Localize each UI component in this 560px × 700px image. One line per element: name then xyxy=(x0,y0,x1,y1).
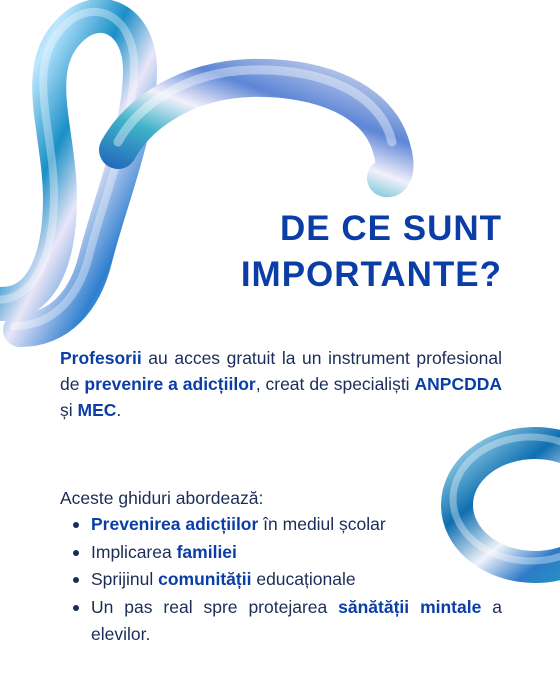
list-item-bold: Prevenirea adicțiilor xyxy=(91,514,259,534)
intro-text-4: . xyxy=(116,400,122,420)
intro-bold-anpcdda: ANPCDDA xyxy=(414,374,502,394)
list-item-text: Implicarea xyxy=(91,541,177,562)
intro-bold-teachers: Profesorii xyxy=(60,348,142,368)
list-item-text: educaționale xyxy=(251,569,356,589)
list-item-bold: sănătății mintale xyxy=(338,596,482,617)
list-item-bold: familiei xyxy=(176,541,237,562)
chrome-tube-arch xyxy=(118,70,394,178)
guides-list xyxy=(60,511,502,649)
title-line-1: DE CE SUNT xyxy=(280,209,502,248)
list-item-text: a elevilor. xyxy=(91,596,502,644)
list-item xyxy=(60,511,502,539)
list-item-text: Sprijinul xyxy=(91,569,159,589)
list-item xyxy=(60,539,502,567)
intro-bold-mec: MEC xyxy=(77,400,117,420)
chrome-tube-left xyxy=(0,12,140,330)
intro-text-1: au acces gratuit la un instrument profesional de xyxy=(60,348,502,394)
intro-paragraph xyxy=(60,345,502,423)
title-line-2: IMPORTANTE? xyxy=(240,255,502,294)
intro-text-3: și xyxy=(60,400,78,420)
list-item xyxy=(60,594,502,649)
intro-text-2: , creat de specialiști xyxy=(255,374,415,394)
list-item-text: Un pas real spre protejarea xyxy=(91,596,339,617)
list-item-text: în mediul școlar xyxy=(258,514,386,534)
list-item-bold: comunității xyxy=(158,569,252,589)
list-item xyxy=(60,566,502,594)
guides-lead: Aceste ghiduri abordează: xyxy=(60,488,264,508)
page-title xyxy=(241,206,502,298)
intro-bold-prevention: prevenire a adicțiilor xyxy=(84,374,256,394)
